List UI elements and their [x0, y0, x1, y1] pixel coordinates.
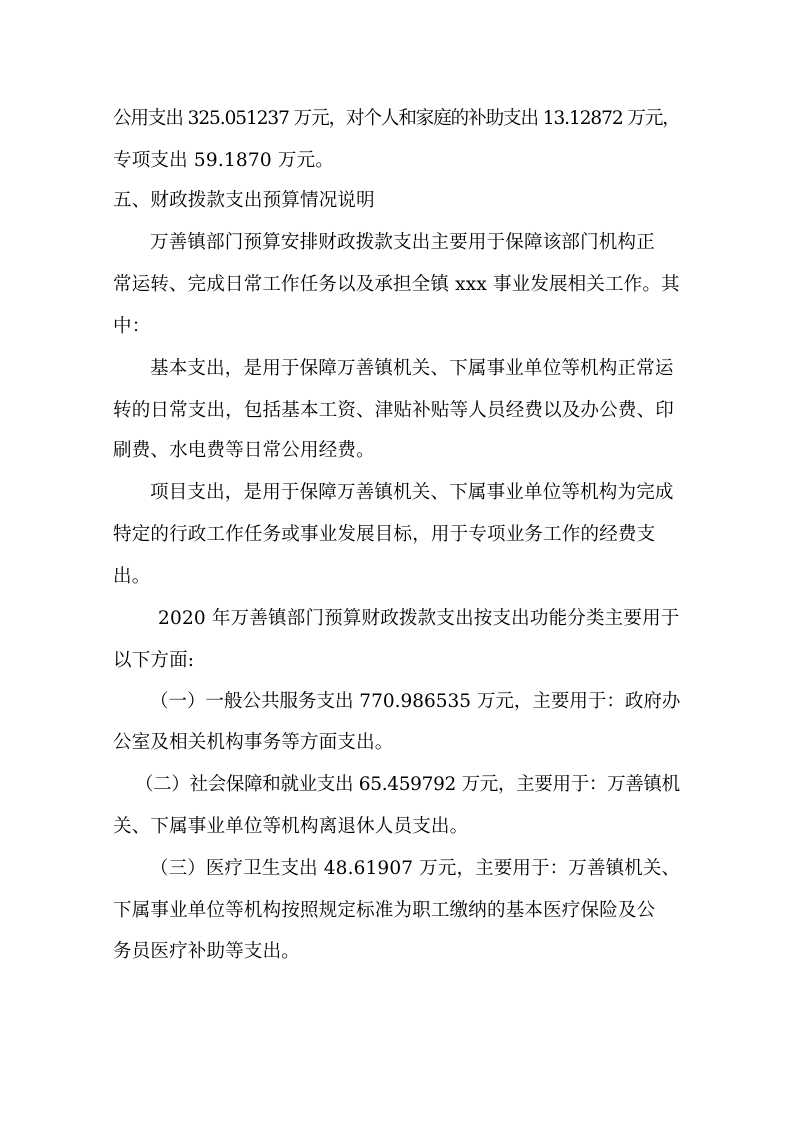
text-line-9: 刷费、水电费等日常公用经费。 — [113, 440, 375, 461]
text-line-11: 特定的行政工作任务或事业发展目标，用于专项业务工作的经费支 — [113, 524, 656, 545]
text-line-8: 转的日常支出，包括基本工资、津贴补贴等人员经费以及办公费、印 — [113, 400, 675, 421]
text-line-12: 出。 — [113, 566, 151, 587]
text-line-20: 下属事业单位等机构按照规定标准为职工缴纳的基本医疗保险及公 — [113, 900, 656, 921]
text-line-16: 公室及相关机构事务等方面支出。 — [113, 732, 394, 753]
text-line-4: 万善镇部门预算安排财政拨款支出主要用于保障该部门机构正 — [150, 232, 655, 253]
text-line-1: 公用支出 325.051237 万元，对个人和家庭的补助支出 13.12872 万元， — [113, 108, 680, 129]
text-line-6: 中： — [113, 316, 151, 337]
text-line-10: 项目支出，是用于保障万善镇机关、下属事业单位等机构为完成 — [150, 482, 674, 503]
text-line-15: （一）一般公共服务支出 770.986535 万元，主要用于：政府办 — [150, 691, 681, 712]
text-line-7: 基本支出，是用于保障万善镇机关、下属事业单位等机构正常运 — [150, 358, 674, 379]
text-line-21: 务员医疗补助等支出。 — [113, 941, 301, 962]
text-line-2: 专项支出 59.1870 万元。 — [113, 150, 334, 171]
text-line-14: 以下方面: — [113, 650, 195, 671]
text-line-17: （二）社会保障和就业支出 65.459792 万元，主要用于：万善镇机 — [135, 774, 680, 795]
text-line-5: 常运转、完成日常工作任务以及承担全镇 xxx 事业发展相关工作。其 — [113, 274, 680, 295]
section-heading: 五、财政拨款支出预算情况说明 — [113, 190, 375, 211]
text-line-18: 关、下属事业单位等机构离退休人员支出。 — [113, 816, 469, 837]
text-line-13: 2020 年万善镇部门预算财政拨款支出按支出功能分类主要用于 — [158, 608, 680, 629]
text-line-19: （三）医疗卫生支出 48.61907 万元，主要用于：万善镇机关、 — [150, 858, 681, 879]
